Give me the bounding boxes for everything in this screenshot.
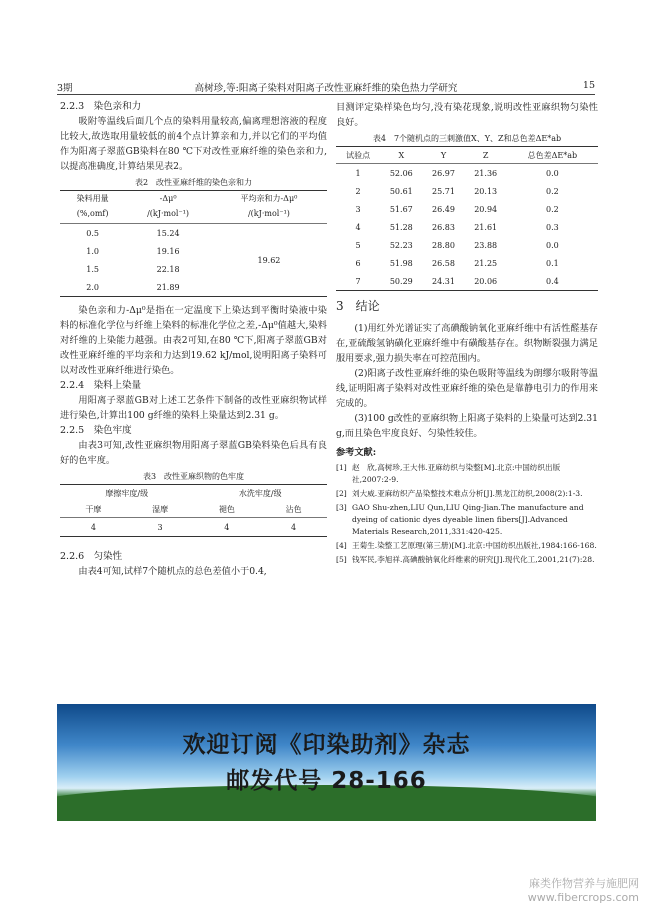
references-title: 参考文献: [336,447,377,458]
site-watermark [528,877,639,905]
table-cell: 0.1 [546,258,559,268]
table-cell: 20.94 [474,204,498,214]
table-cell: 51.28 [389,222,413,232]
t4-header-z: Z [482,150,489,160]
section-2-2-6-title: 2.2.6 匀染性 [60,551,123,562]
table-cell: 50.61 [389,186,413,196]
conclusion-1: (1)用红外光谱证实了高碘酸钠氧化亚麻纤维中有活性醛基存在,亚硫酸氢钠磺化亚麻纤维中有磺酸基存在。织物断裂强力满足服用要求,强力损失率在可控范围内。 [336,323,598,364]
table-cell: 3 [355,204,361,214]
reference-item [336,502,598,538]
table-row [336,236,598,254]
table-row [336,254,598,272]
watermark-cn: 麻类作物营养与施肥网 [529,877,639,890]
table-cell: 0.0 [546,240,559,250]
table-cell: 2 [355,186,361,196]
subscription-banner [57,704,596,821]
table-cell: 26.49 [432,204,455,214]
t2-header-avg-affinity: 平均亲和力-Δμ⁰ /(kJ·mol⁻¹) [240,194,298,218]
t2-header-affinity: -Δμ⁰ /(kJ·mol⁻¹) [147,194,190,218]
table-4-body [336,164,598,291]
section-3-title: 3 结论 [336,299,380,313]
table-3 [60,484,327,537]
table-cell: 51.98 [389,258,413,268]
reference-number: [2] [336,489,347,498]
table-cell: 21.36 [474,168,498,178]
conclusion-2: (2)阳离子改性亚麻纤维的染色吸附等温线为朗缪尔吸附等温线,证明阳离子染料对改性亚麻纤维的染色是靠静电引力的作用来完成的。 [336,368,598,409]
t4-header-x: X [398,150,405,160]
table-cell: 5 [355,240,361,250]
t3-sub-wet: 湿摩 [152,504,169,514]
table-row: 4 3 4 4 [60,518,327,537]
table-row: 0.5 15.24 19.62 [60,224,327,243]
table-cell: 52.06 [389,168,413,178]
table-row [336,272,598,291]
table-cell: 28.80 [432,240,455,250]
reference-number: [3] [336,503,347,512]
continued-paragraph: 目测评定染样染色均匀,没有染花现象,说明改性亚麻织物匀染性良好。 [336,102,598,128]
section-2-2-6-paragraph: 由表4可知,试样7个随机点的总色差值小于0.4, [78,566,267,577]
table-2-caption: 表2 改性亚麻纤维的染色亲和力 [134,178,253,187]
table-cell: 0.2 [546,186,559,196]
section-2-2-3-title: 2.2.3 染色亲和力 [60,101,142,112]
left-column [60,99,327,579]
watermark-url: www.fibercrops.com [527,891,639,904]
reference-number: [4] [336,541,347,550]
reference-text: 赵 欣,高树珍,王大伟.亚麻纺织与染整[M].北京:中国纺织出版社,2007:2-9. [352,463,561,484]
reference-number: [5] [336,555,347,564]
section-2-2-4-title: 2.2.4 染料上染量 [60,380,142,391]
page-number: 15 [582,80,595,91]
banner-line-1: 欢迎订阅《印染助剂》杂志 [182,732,471,758]
t3-group-rubbing: 摩擦牢度/级 [105,488,149,498]
t2-average-value: 19.62 [257,255,281,265]
table-cell: 23.88 [474,240,498,250]
banner-line-2: 邮发代号 28-166 [226,768,427,794]
table-4-caption: 表4 7个随机点的三刺激值X、Y、Z和总色差ΔE*ab [372,134,562,143]
table-row: 1.5 22.18 [86,264,180,274]
table-4 [336,146,598,291]
table-cell: 50.29 [389,276,413,286]
table-cell: 24.31 [432,276,455,286]
t3-group-washing: 水洗牢度/级 [238,488,282,498]
table-cell: 0.4 [546,276,559,286]
table-cell: 20.13 [474,186,498,196]
table-row [336,200,598,218]
table-cell: 0.2 [546,204,559,214]
reference-text: 钱军民,李旭祥.高碘酸钠氧化纤维素的研究[J].现代化工,2001,21(7):28. [352,555,595,564]
section-2-2-3-paragraph-1: 吸附等温线后面几个点的染料用量较高,偏离理想溶液的程度比较大,故选取用量较低的前4个点计算亲和力,并以它们的平均值作为阳离子翠蓝GB染料在80 ℃下对改性亚麻纤维的染色亲和力,以提高准确度,计算结果见表2。 [60,116,327,172]
reference-number: [1] [336,463,347,472]
right-column [336,102,598,568]
table-row [336,218,598,236]
table-row: 1.0 19.16 [86,246,180,256]
table-cell: 6 [355,258,361,268]
table-2 [60,190,327,297]
section-2-2-5-paragraph: 由表3可知,改性亚麻织物用阳离子翠蓝GB染料染色后具有良好的色牢度。 [60,440,327,466]
conclusion-3: (3)100 g改性的亚麻织物上阳离子染料的上染量可达到2.31 g,而且染色牢度良好、匀染性较佳。 [336,413,598,439]
t3-sub-fade: 褪色 [218,504,235,514]
running-title: 高树珍,等:阳离子染料对阳离子改性亚麻纤维的染色热力学研究 [194,83,458,94]
table-cell: 21.61 [474,222,498,232]
t4-header-y: Y [440,150,447,160]
references-list [336,462,598,566]
table-cell: 0.3 [546,222,559,232]
section-2-2-5-title: 2.2.5 染色牢度 [60,425,132,436]
table-cell: 26.83 [432,222,455,232]
issue-number: 3期 [57,83,73,94]
running-header [57,78,595,95]
reference-text: GAO Shu-zhen,LIU Qun,LIU Qing-Jian.The manufacture and dyeing of cationic dyes dyeable linen fibers[J].Advanced Materials Research,2011,331:420-425. [352,503,584,536]
table-cell: 21.25 [474,258,498,268]
table-cell: 52.23 [389,240,413,250]
t3-sub-stain: 沾色 [285,504,302,514]
table-3-caption: 表3 改性亚麻织物的色牢度 [142,472,245,481]
reference-item [336,540,598,552]
table-cell: 26.58 [432,258,455,268]
table-cell: 26.97 [432,168,455,178]
reference-item [336,554,598,566]
reference-item [336,462,598,486]
table-cell: 20.06 [474,276,498,286]
table-cell: 4 [355,222,361,232]
t4-header-point: 试验点 [346,150,371,160]
reference-text: 刘大威.亚麻纺织产品染整技术难点分析[J].黑龙江纺织,2008(2):1-3. [352,489,583,498]
table-cell: 51.67 [389,204,413,214]
t2-header-dye-amount: 染料用量 (%,omf) [76,194,109,218]
section-2-2-3-paragraph-2: 染色亲和力-Δμ⁰是指在一定温度下上染达到平衡时染液中染料的标准化学位与纤维上染料的标准化学位之差,-Δμ⁰值越大,染料对纤维的上染能力越强。由表2可知,在80 ℃下,阳离子翠蓝GB对改性亚麻纤维的平均亲和力达到19.62 kJ/mol,说明阳离子染料可以对改性亚麻纤维进行染色。 [60,305,327,376]
table-cell: 0.0 [546,168,559,178]
t4-header-delta-e: 总色差ΔE*ab [527,150,578,160]
table-cell: 25.71 [432,186,455,196]
reference-text: 王菊生.染整工艺原理(第三册)[M].北京:中国纺织出版社,1984:166-168. [352,541,597,550]
section-2-2-4-paragraph: 用阳离子翠蓝GB对上述工艺条件下制备的改性亚麻织物试样进行染色,计算出100 g纤维的染料上染量达到2.31 g。 [60,395,327,421]
reference-item [336,488,598,500]
table-row [336,164,598,183]
table-cell: 1 [355,168,361,178]
table-cell: 7 [355,276,361,286]
table-row [336,182,598,200]
table-row: 2.0 21.89 [60,278,327,297]
t3-sub-dry: 干摩 [85,504,102,514]
